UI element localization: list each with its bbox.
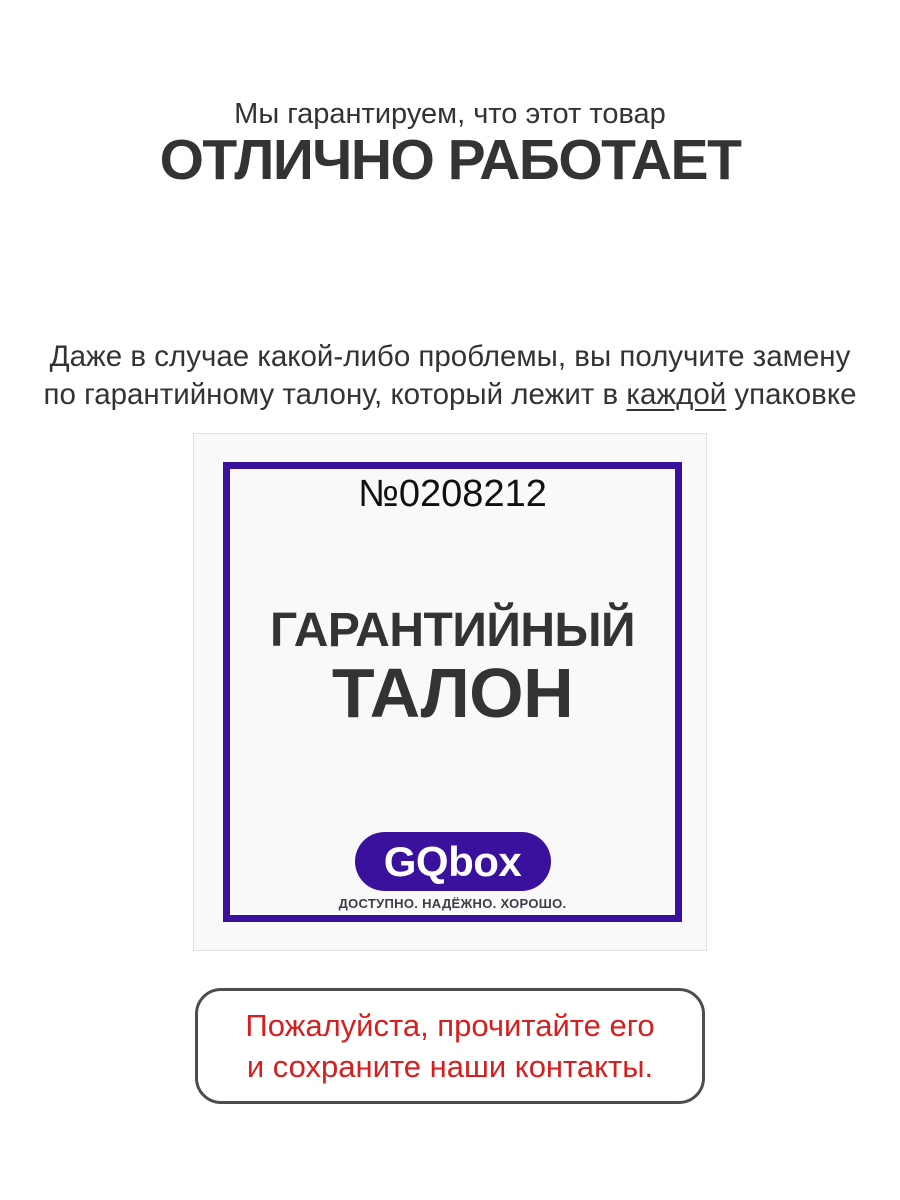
footer-note-line1: Пожалуйста, прочитайте его bbox=[245, 1008, 655, 1043]
warranty-number: №0208212 bbox=[358, 473, 547, 515]
intro-paragraph bbox=[0, 338, 900, 414]
intro-line2-after: упаковке bbox=[734, 378, 857, 411]
footer-note-line2: и сохраните наши контакты. bbox=[246, 1049, 654, 1084]
intro-underlined-word: каждой bbox=[626, 378, 727, 411]
warranty-title bbox=[230, 604, 675, 732]
intro-line2-before: по гарантийному талону, который лежит в bbox=[43, 378, 619, 411]
brand-logo bbox=[355, 832, 551, 891]
brand-logo-text: GQbox bbox=[383, 837, 522, 885]
header-subtitle: Мы гарантируем, что этот товар bbox=[234, 98, 666, 130]
header bbox=[0, 97, 900, 192]
footer-note-box bbox=[195, 988, 705, 1104]
page-title: ОТЛИЧНО РАБОТАЕТ bbox=[159, 128, 741, 192]
warranty-title-line2: ТАЛОН bbox=[331, 654, 574, 732]
warranty-card-border bbox=[223, 462, 682, 922]
warranty-card-image bbox=[193, 433, 707, 951]
intro-line1: Даже в случае какой-либо проблемы, вы получите замену bbox=[49, 340, 851, 373]
warranty-title-line1: ГАРАНТИЙНЫЙ bbox=[270, 604, 635, 657]
brand-tagline: ДОСТУПНО. НАДЁЖНО. ХОРОШО. bbox=[338, 896, 567, 911]
